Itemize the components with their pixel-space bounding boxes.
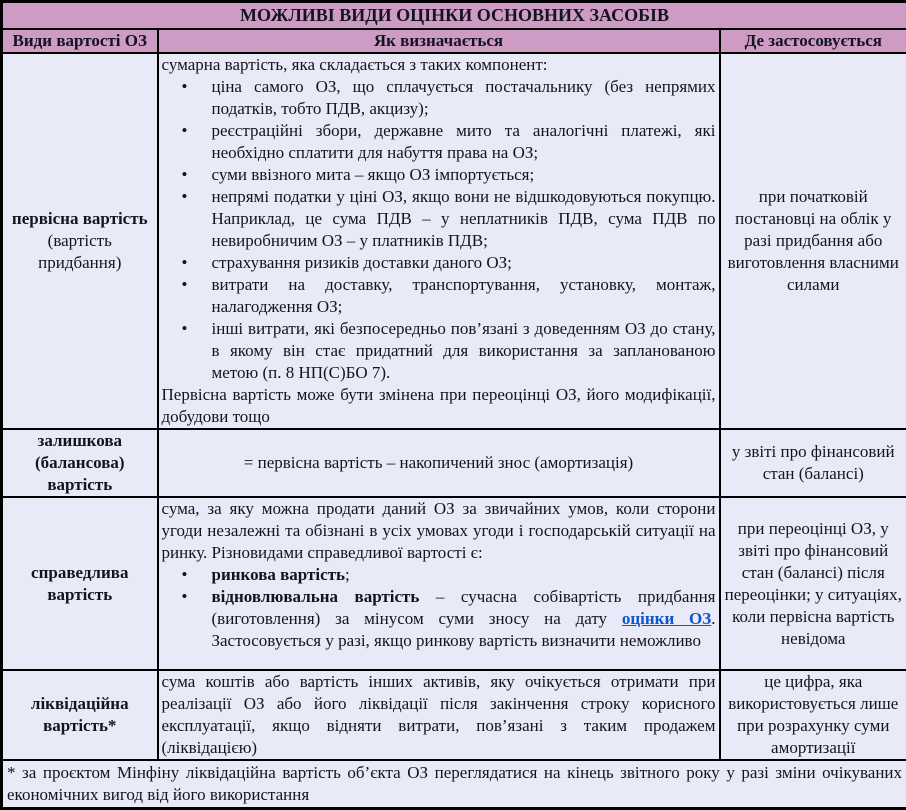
bullet-item: • інші витрати, які безпосередньо пов’язані з доведенням ОЗ до стану, в якому він стає придатний для використання за запланованою метою (п. 8 НП(С)БО 7).: [212, 318, 716, 384]
footnote-text: * за проєктом Мінфіну ліквідаційна вартість об’єкта ОЗ переглядатися на кінець звітного року у разі зміни очікуваних економічних вигод від його використання: [2, 760, 906, 809]
how-bullet-list: [162, 564, 716, 652]
row-pervisna-vartist: [2, 53, 906, 429]
row-zalyshkova-vartist: [2, 429, 906, 497]
how-intro: сума, за яку можна продати даний ОЗ за звичайних умов, коли сторони угоди незалежні та обізнані в усіх умовах угоди і господарській ситуації на ринку. Різновидами справедливої вартості є:: [162, 498, 716, 564]
how-outro: Первісна вартість може бути змінена при переоцінці ОЗ, його модифікації, добудови тощо: [162, 384, 716, 428]
restoration-value-term: відновлювальна вартість: [212, 587, 420, 606]
bullet-item: [212, 564, 716, 586]
cell-where: при початковій постановці на облік у разі придбання або виготовлення власними силами: [720, 53, 906, 429]
col-header-how: Як визначається: [158, 29, 720, 53]
bullet-item: • витрати на доставку, транспортування, установку, монтаж, налагодження ОЗ;: [212, 274, 716, 318]
bullet-text: – сучасна собівартість придбання (виготовлення) за мінусом суми зносу на дату: [212, 587, 716, 628]
footnote-row: [2, 760, 906, 809]
cell-type: справедлива вартість: [2, 497, 158, 670]
col-header-types: Види вартості ОЗ: [2, 29, 158, 53]
how-intro: сумарна вартість, яка складається з таких компонент:: [162, 54, 716, 76]
cell-how: [158, 53, 720, 429]
table-title: МОЖЛИВІ ВИДИ ОЦІНКИ ОСНОВНИХ ЗАСОБІВ: [2, 2, 906, 30]
bullet-item: • суми ввізного мита – якщо ОЗ імпортується;: [212, 164, 716, 186]
bullet-item: [212, 586, 716, 652]
cell-how: [158, 497, 720, 670]
title-row: [2, 2, 906, 30]
cell-type: [2, 53, 158, 429]
bullet-item: • ціна самого ОЗ, що сплачується постачальнику (без непрямих податків, тобто ПДВ, акцизу);: [212, 76, 716, 120]
type-term: первісна вартість: [12, 209, 148, 228]
bullet-text: ;: [345, 565, 350, 584]
bullet-text: . Застосовується у разі, якщо ринкову вартість визначити неможливо: [212, 609, 716, 650]
cell-where: це цифра, яка використовується лише при розрахунку суми амортизації: [720, 670, 906, 760]
cell-type: ліквідаційна вартість*: [2, 670, 158, 760]
bullet-item: • страхування ризиків доставки даного ОЗ;: [212, 252, 716, 274]
header-row: [2, 29, 906, 53]
cell-how: сума коштів або вартість інших активів, яку очікується отримати при реалізації ОЗ або його ліквідації після закінчення строку корисного експлуатації, якщо відняти витрати, пов’язані з таким продажем (ліквідацією): [158, 670, 720, 760]
cell-type: залишкова (балансова) вартість: [2, 429, 158, 497]
row-likvidatsiina-vartist: [2, 670, 906, 760]
market-value-term: ринкова вартість: [212, 565, 346, 584]
col-header-where: Де застосовується: [720, 29, 906, 53]
row-spravedlyva-vartist: [2, 497, 906, 670]
otsinky-oz-link[interactable]: оцінки ОЗ: [622, 609, 711, 628]
cell-where: у звіті про фінансовий стан (балансі): [720, 429, 906, 497]
bullet-item: • непрямі податки у ціні ОЗ, якщо вони не відшкодовуються покупцю. Наприклад, це сума ПДВ – у неплатників ПДВ, сума ПДВ по невиробничим ОЗ – у платників ПДВ;: [212, 186, 716, 252]
cell-where: при переоцінці ОЗ, у звіті про фінансовий стан (балансі) після переоцінки; у ситуаціях, коли первісна вартість невідома: [720, 497, 906, 670]
how-bullet-list: [162, 76, 716, 384]
type-note: (вартість придбання): [5, 230, 155, 274]
bullet-item: • реєстраційні збори, державне мито та аналогічні платежі, які необхідно сплатити для набуття права на ОЗ;: [212, 120, 716, 164]
cell-how: = первісна вартість – накопичений знос (амортизація): [158, 429, 720, 497]
